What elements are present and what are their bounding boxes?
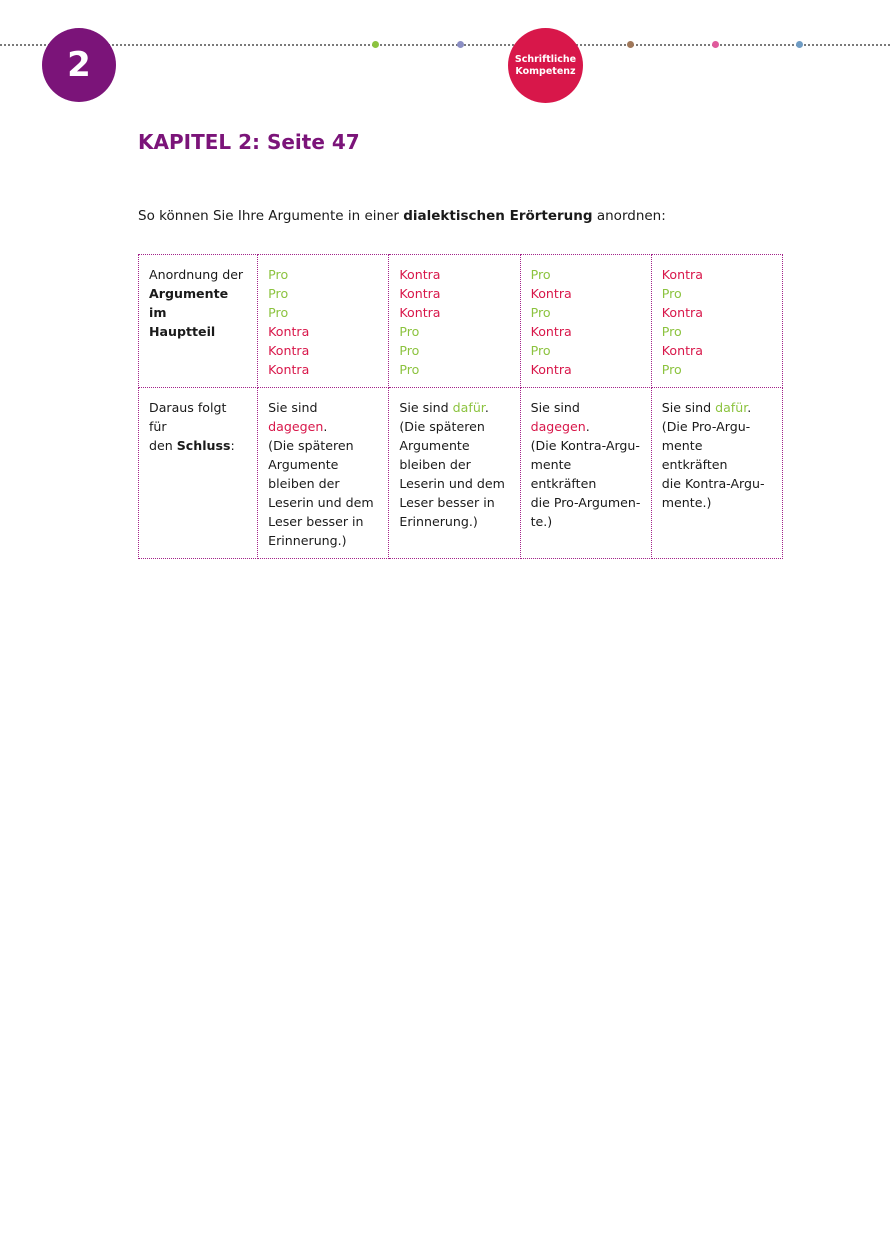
intro-suffix: anordnen: [592, 208, 666, 224]
kontra-label: Kontra [268, 362, 310, 377]
pro-label: Pro [399, 324, 420, 339]
row-label-cell [139, 255, 258, 388]
conclusion-line: (Die Pro-Argu- [661, 419, 751, 434]
row-label: Daraus folgt für [149, 400, 227, 434]
conclusion-cell [258, 388, 389, 559]
kontra-label: Kontra [661, 305, 703, 320]
conclusion-line: Leser besser in [268, 514, 364, 529]
row-label-prefix: den [149, 438, 177, 453]
order-cell [389, 255, 520, 388]
conclusion-line: Argumente [399, 438, 470, 453]
kontra-label: Kontra [661, 343, 703, 358]
conclusion-line: die Kontra-Argu- [661, 476, 765, 491]
verdict-prefix: Sie sind [399, 400, 453, 415]
conclusion-line: Erinnerung.) [399, 514, 478, 529]
kontra-label: Kontra [268, 343, 310, 358]
header-dot [712, 41, 719, 48]
pro-label: Pro [268, 305, 289, 320]
row-label [149, 436, 247, 455]
kontra-label: Kontra [530, 324, 572, 339]
conclusion-line: die Pro-Argumen- [530, 495, 641, 510]
section-badge-line: Schriftliche [514, 53, 577, 65]
conclusion-line: Erinnerung.) [268, 533, 347, 548]
argument-table [138, 254, 783, 559]
order-cell [520, 255, 651, 388]
verdict-suffix: . [585, 419, 590, 434]
order-cell [651, 255, 782, 388]
intro-bold: dialektischen Erörterung [403, 208, 593, 224]
kontra-label: Kontra [530, 362, 572, 377]
verdict-keyword: dagegen [268, 419, 324, 434]
table-row-schluss [139, 388, 783, 559]
intro-prefix: So können Sie Ihre Argumente in einer [138, 208, 404, 224]
pro-label: Pro [530, 267, 551, 282]
row-label: Anordnung der [149, 267, 244, 282]
header-dotted-line [0, 44, 890, 46]
conclusion-line: mente.) [661, 495, 712, 510]
pro-label: Pro [661, 324, 682, 339]
conclusion-line: mente entkräften [530, 457, 597, 491]
conclusion-verdict [662, 398, 772, 417]
header-dot [627, 41, 634, 48]
verdict-keyword: dagegen [530, 419, 586, 434]
conclusion-line: Leser besser in [399, 495, 495, 510]
conclusion-line: (Die Kontra-Argu- [530, 438, 640, 453]
kontra-label: Kontra [399, 305, 441, 320]
pro-label: Pro [530, 305, 551, 320]
conclusion-line: Leserin und dem [268, 495, 374, 510]
order-cell [258, 255, 389, 388]
verdict-prefix: Sie sind [661, 400, 716, 415]
conclusion-cell [651, 388, 782, 559]
pro-label: Pro [530, 343, 551, 358]
conclusion-verdict [268, 398, 378, 436]
conclusion-line: Leserin und dem [399, 476, 505, 491]
pro-label: Pro [268, 286, 289, 301]
verdict-keyword: dafür [452, 400, 485, 415]
verdict-suffix: . [484, 400, 489, 415]
header-dot [796, 41, 803, 48]
conclusion-line: bleiben der [268, 476, 340, 491]
verdict-prefix: Sie sind [268, 400, 318, 415]
intro-text [138, 206, 666, 226]
pro-label: Pro [399, 362, 420, 377]
kontra-label: Kontra [399, 267, 441, 282]
table-row-anordnung [139, 255, 783, 388]
row-label-bold: Schluss [176, 438, 231, 453]
header-dot [457, 41, 464, 48]
conclusion-line: bleiben der [399, 457, 471, 472]
conclusion-line: te.) [530, 514, 553, 529]
chapter-badge [42, 28, 116, 102]
chapter-number: 2 [67, 45, 91, 85]
kontra-label: Kontra [530, 286, 572, 301]
section-badge-line: Kompetenz [515, 65, 576, 77]
conclusion-verdict [399, 398, 509, 417]
row-label-cell [139, 388, 258, 559]
row-label-suffix: : [230, 438, 235, 453]
pro-label: Pro [661, 286, 682, 301]
pro-label: Pro [268, 267, 289, 282]
conclusion-line: (Die späteren [399, 419, 485, 434]
conclusion-verdict [531, 398, 641, 436]
verdict-suffix: . [747, 400, 752, 415]
verdict-suffix: . [323, 419, 328, 434]
conclusion-cell [520, 388, 651, 559]
section-badge [508, 28, 583, 103]
row-label-bold: Hauptteil [149, 324, 216, 339]
conclusion-line: mente entkräften [661, 438, 728, 472]
row-label-bold: Argumente im [149, 286, 229, 320]
kontra-label: Kontra [399, 286, 441, 301]
conclusion-cell [389, 388, 520, 559]
page-title: KAPITEL 2: Seite 47 [138, 130, 360, 154]
verdict-keyword: dafür [715, 400, 748, 415]
pro-label: Pro [399, 343, 420, 358]
conclusion-line: (Die späteren [268, 438, 354, 453]
verdict-prefix: Sie sind [530, 400, 580, 415]
header-dot [372, 41, 379, 48]
pro-label: Pro [661, 362, 682, 377]
conclusion-line: Argumente [268, 457, 339, 472]
kontra-label: Kontra [268, 324, 310, 339]
kontra-label: Kontra [661, 267, 703, 282]
